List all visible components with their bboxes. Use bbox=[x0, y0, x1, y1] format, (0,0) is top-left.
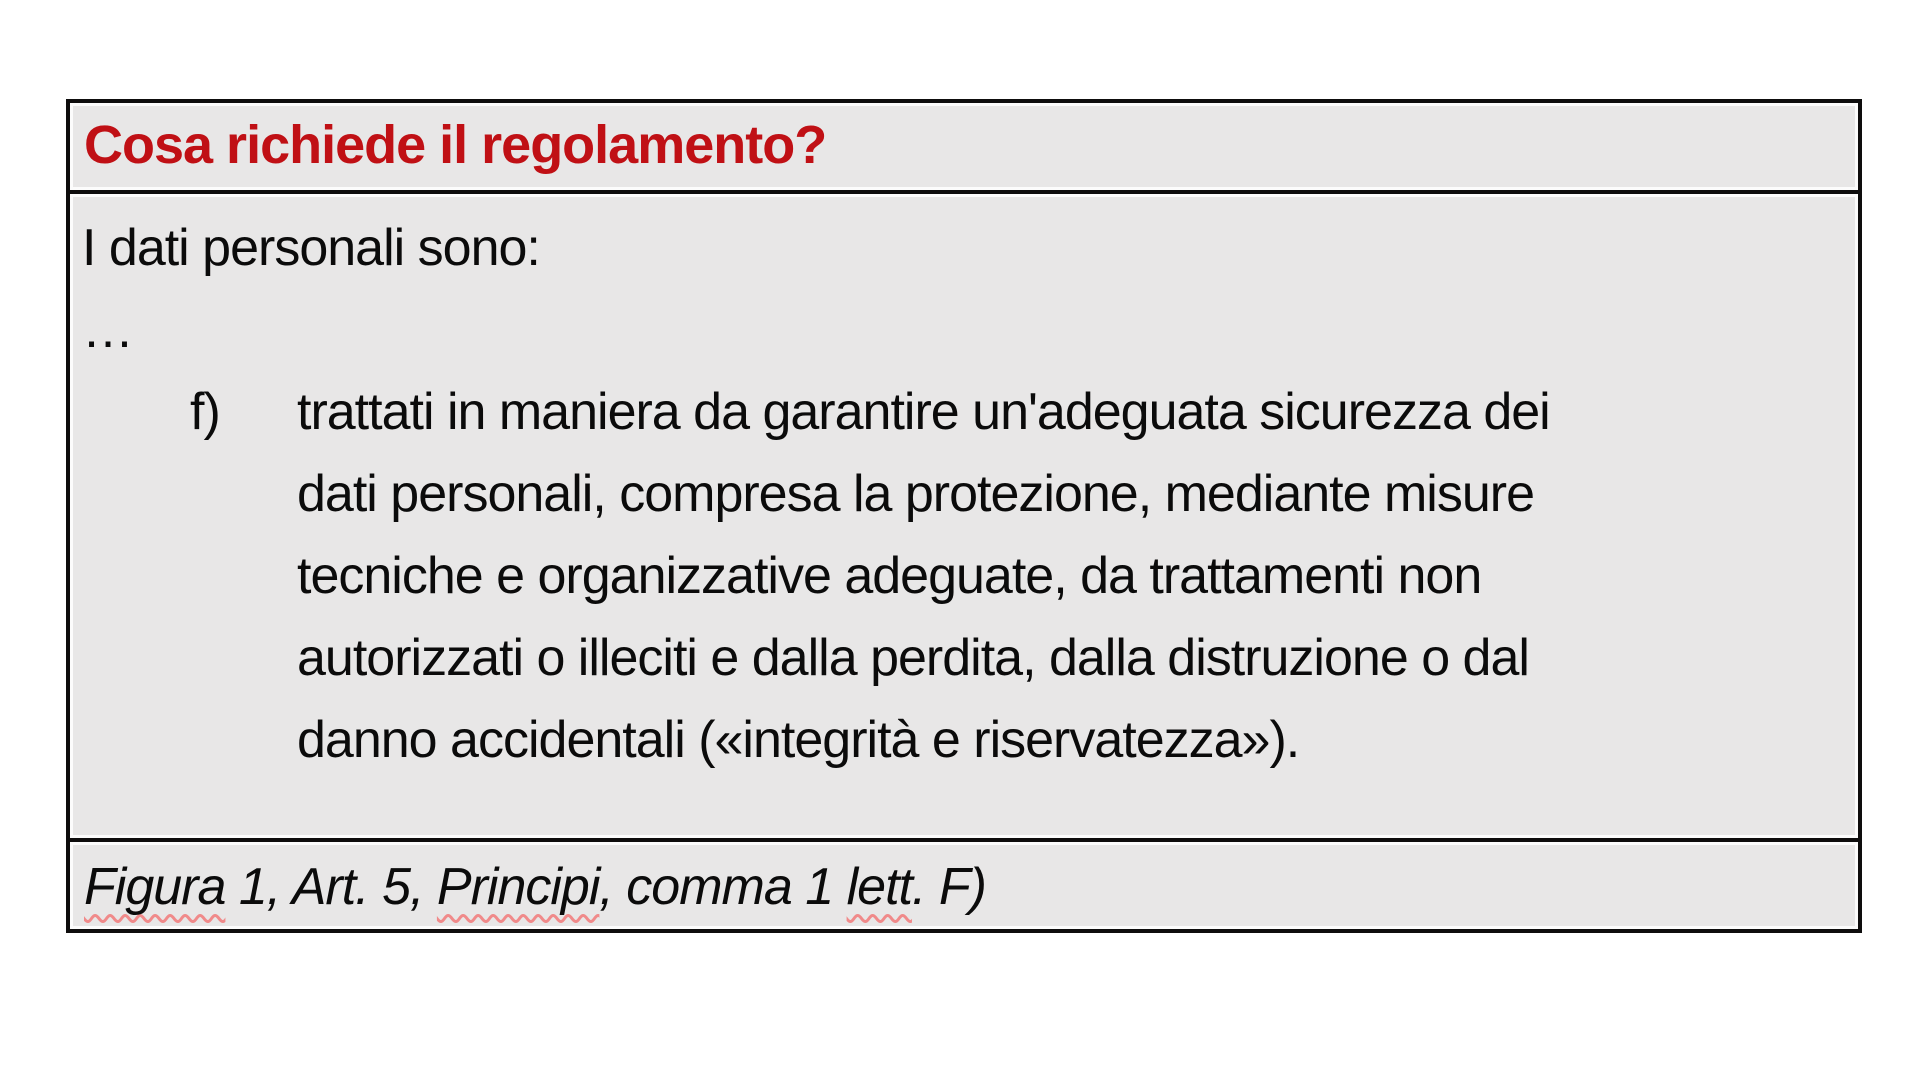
list-item-marker: f) bbox=[190, 383, 220, 441]
table-body-row bbox=[70, 197, 1858, 835]
caption-segment: . F) bbox=[911, 858, 986, 916]
list-line: trattati in maniera da garantire un'adeguata sicurezza dei bbox=[297, 383, 1550, 441]
list-line: danno accidentali («integrità e riservatezza»). bbox=[297, 711, 1300, 769]
regulation-table bbox=[66, 99, 1862, 933]
caption-segment: , comma 1 bbox=[599, 858, 847, 916]
list-line: tecniche e organizzative adeguate, da trattamenti non bbox=[297, 547, 1482, 605]
misspelled-word: Principi bbox=[436, 858, 600, 916]
intro-text: I dati personali sono: bbox=[82, 219, 540, 277]
misspelled-word: Figura bbox=[84, 858, 226, 916]
header-body-divider bbox=[70, 187, 1858, 197]
list-line: autorizzati o illeciti e dalla perdita, dalla distruzione o dal bbox=[297, 629, 1529, 687]
ellipsis-text: … bbox=[82, 301, 133, 359]
table-footer-row bbox=[70, 845, 1858, 929]
table-header-title: Cosa richiede il regolamento? bbox=[84, 115, 827, 175]
misspelled-word: lett bbox=[846, 858, 912, 916]
list-item-text bbox=[297, 371, 1838, 781]
table-header-row bbox=[70, 103, 1858, 187]
list-line: dati personali, compresa la protezione, mediante misure bbox=[297, 465, 1535, 523]
body-footer-divider bbox=[70, 835, 1858, 845]
caption-segment: 1, Art. 5, bbox=[225, 858, 437, 916]
figure-caption bbox=[84, 857, 986, 917]
list-item-f bbox=[190, 371, 1838, 781]
